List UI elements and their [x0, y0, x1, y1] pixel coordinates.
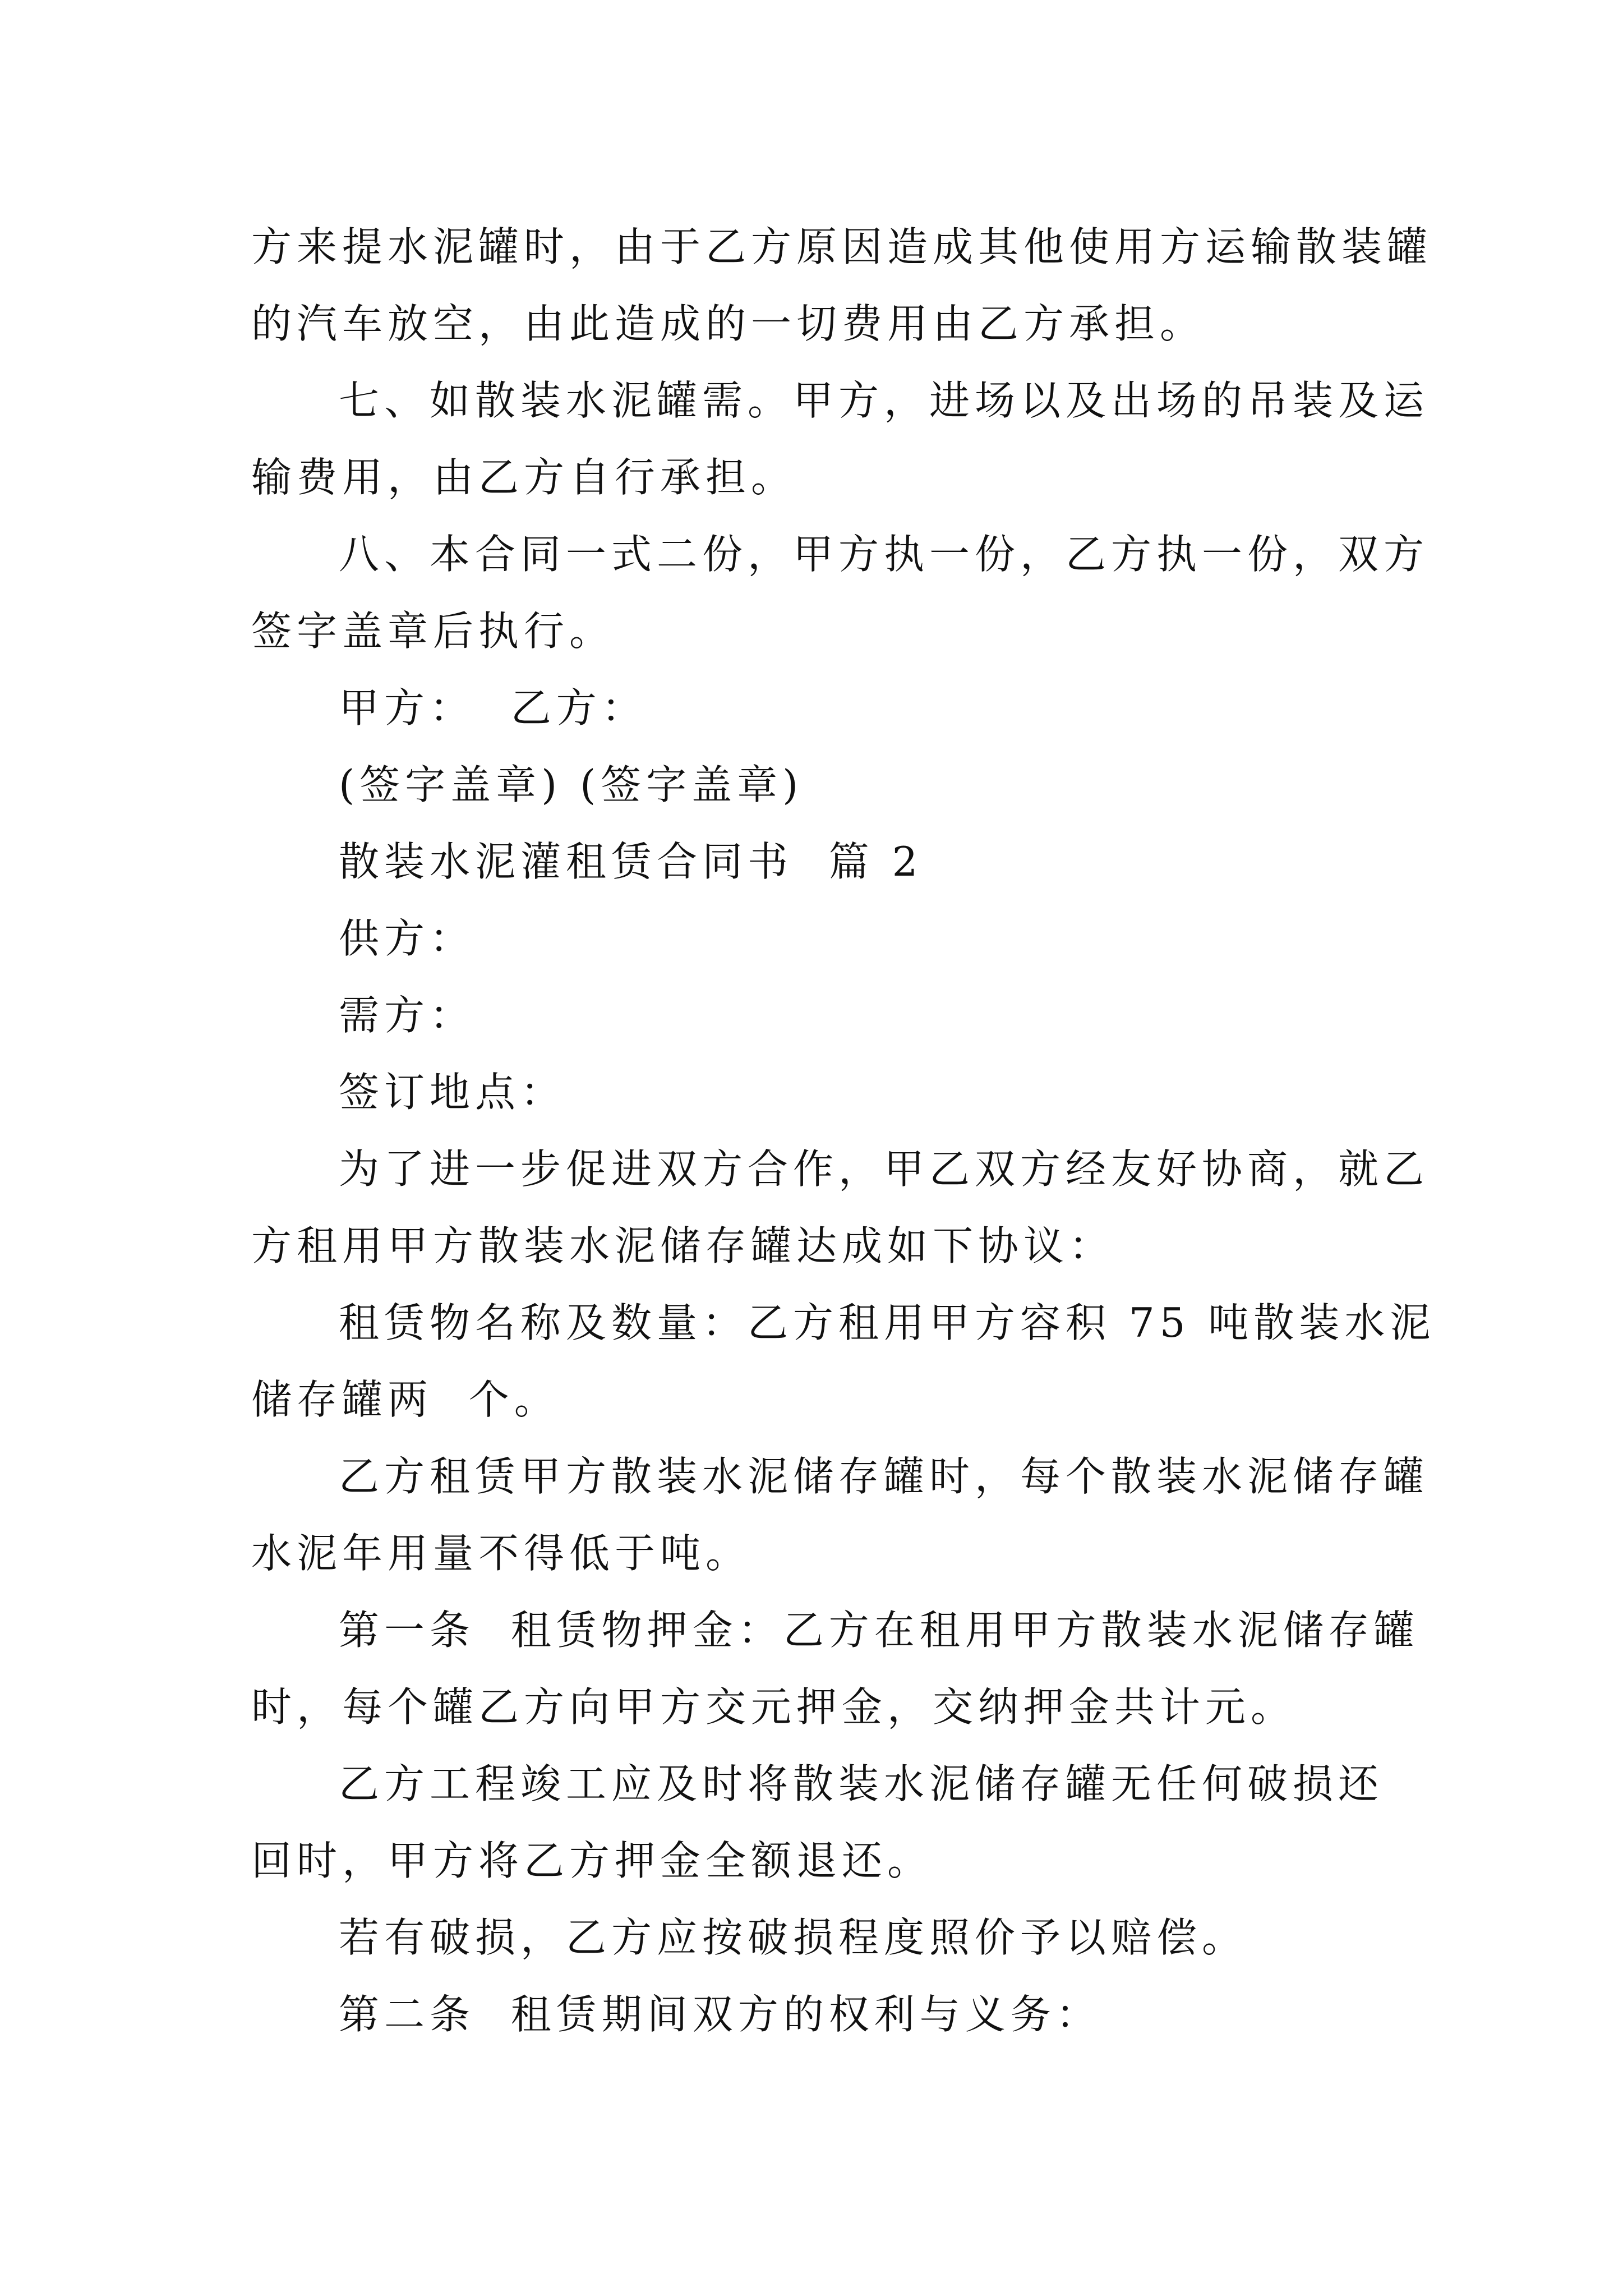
clause-eight: 八、本合同一式二份，甲方执一份，乙方执一份，双方 [339, 531, 1430, 578]
damage-paragraph: 若有破损，乙方应按破损程度照价予以赔偿。 [339, 1914, 1248, 1961]
text-line: 方租用甲方散装水泥储存罐达成如下协议： [251, 1222, 1115, 1269]
text-line: 水泥年用量不得低于吨。 [251, 1530, 751, 1577]
signature-seals: (签字盖章) (签字盖章) [339, 761, 804, 808]
clause-seven: 七、如散装水泥罐需。甲方，进场以及出场的吊装及运 [339, 377, 1430, 424]
usage-paragraph: 乙方租赁甲方散装水泥储存罐时，每个散装水泥储存罐 [339, 1453, 1430, 1500]
preamble-paragraph: 为了进一步促进双方合作，甲乙双方经友好协商，就乙 [339, 1145, 1430, 1193]
text-line: 签字盖章后执行。 [251, 608, 615, 655]
text-line: 回时，甲方将乙方押金全额退还。 [251, 1837, 933, 1884]
text-line: 的汽车放空，由此造成的一切费用由乙方承担。 [251, 300, 1206, 347]
lease-item-paragraph: 租赁物名称及数量：乙方租用甲方容积 75 吨散装水泥 [339, 1299, 1436, 1346]
text-line: 时，每个罐乙方向甲方交元押金，交纳押金共计元。 [251, 1683, 1297, 1731]
document-body [251, 209, 1436, 2053]
article-one: 第一条 租赁物押金：乙方在租用甲方散装水泥储存罐 [339, 1607, 1419, 1654]
text-line: 方来提水泥罐时，由于乙方原因造成其他使用方运输散装罐 [251, 223, 1433, 270]
text-line: 储存罐两 个。 [251, 1376, 560, 1423]
buyer-field: 需方： [339, 992, 476, 1039]
section-title: 散装水泥灌租赁合同书 篇 2 [339, 838, 923, 885]
article-two: 第二条 租赁期间双方的权利与义务： [339, 1991, 1101, 2038]
signature-parties: 甲方： 乙方： [339, 684, 647, 731]
text-line: 输费用，由乙方自行承担。 [251, 454, 797, 501]
refund-paragraph: 乙方工程竣工应及时将散装水泥储存罐无任何破损还 [339, 1760, 1384, 1807]
supplier-field: 供方： [339, 915, 476, 962]
signing-location-field: 签订地点： [339, 1069, 566, 1116]
